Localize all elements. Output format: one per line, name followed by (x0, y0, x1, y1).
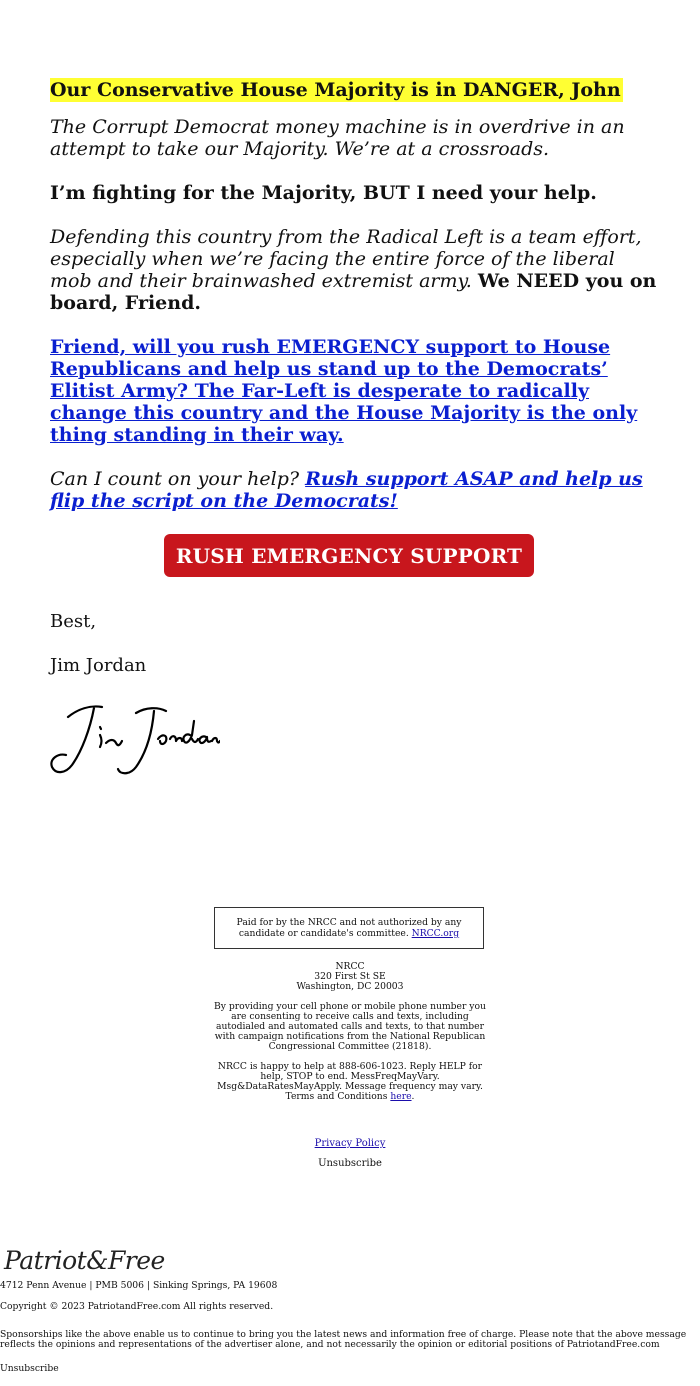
sponsorship-note: Sponsorships like the above enable us to continue to bring you the latest news and information free of charge. Please note that the above message reflects the opinions and representations of the advertiser alone, and not necessarily the opinion or editorial positions of PatriotandFree.com (0, 1329, 687, 1350)
copyright: Copyright © 2023 PatriotandFree.com All rights reserved. (0, 1301, 274, 1312)
need-you-text: We NEED you on board, Friend. (50, 270, 657, 314)
disclaimer-text: Paid for by the NRCC and not authorized by any candidate or candidate's committee. (236, 917, 462, 939)
paragraph-ask (50, 468, 658, 512)
publisher-address: 4712 Penn Avenue | PMB 5006 | Sinking Springs, PA 19608 (0, 1280, 278, 1291)
paragraph-crossroads: The Corrupt Democrat money machine is in overdrive in an attempt to take our Majority. We’re at a crossroads. (50, 116, 625, 160)
sms-consent-text: By providing your cell phone or mobile phone number you are consenting to receive calls and texts, including autodialed and automated calls and texts, to that number with campaign notifications from the National Republican Congressional Committee (21818). (214, 1001, 486, 1052)
org-name: NRCC (335, 961, 365, 972)
signer-name: Jim Jordan (50, 655, 147, 676)
help-text-block: NRCC is happy to help at 888-606-1023. Reply HELP for help, STOP to end. MessFreqMayVary. Msg&DataRatesMayApply. Message frequency may vary. Terms and Conditions here. (217, 1061, 483, 1102)
sender-footer (214, 962, 486, 1112)
closing: Best, (50, 611, 97, 632)
org-street: 320 First St SE (314, 971, 386, 982)
paragraph-fighting: I’m fighting for the Majority, BUT I need your help. (50, 182, 597, 204)
button-wrapper (50, 534, 658, 577)
patriot-and-free-logo: Patriot&Free (4, 1246, 165, 1275)
terms-link[interactable]: here (390, 1091, 412, 1102)
headline: Our Conservative House Majority is in DANGER, John (50, 79, 621, 101)
nrcc-link[interactable]: NRCC.org (411, 928, 460, 939)
signature-image (50, 699, 220, 779)
help-text: NRCC is happy to help at 888-606-1023. Reply HELP for help, STOP to end. MessFreqMayVary. Msg&DataRatesMayApply. Message frequency may vary. Terms and Conditions (217, 1061, 483, 1102)
paid-for-disclaimer (214, 907, 484, 949)
unsubscribe-link-bottom[interactable]: Unsubscribe (0, 1363, 59, 1374)
team-effort-text: Defending this country from the Radical Left is a team effort, especially when we’re facing the entire force of the liberal mob and their brainwashed extremist army. (50, 226, 642, 292)
rush-support-link[interactable]: Rush support ASAP and help us flip the script on the Democrats! (50, 468, 643, 512)
privacy-policy-link[interactable]: Privacy Policy (314, 1138, 386, 1149)
org-city: Washington, DC 20003 (296, 981, 404, 992)
emergency-support-link[interactable]: Friend, will you rush EMERGENCY support to House Republicans and help us stand up to the Democrats’ Elitist Army? The Far-Left is desperate to radically change this country and the House Majority is the only thing standing in their way. (50, 336, 638, 446)
rush-emergency-support-button[interactable]: RUSH EMERGENCY SUPPORT (164, 534, 534, 577)
unsubscribe-row (250, 1158, 450, 1169)
paragraph-cta (50, 336, 658, 446)
publisher-footer (0, 1246, 700, 1374)
unsubscribe-link-center[interactable]: Unsubscribe (318, 1158, 382, 1169)
paragraph-team-effort (50, 226, 658, 314)
privacy-row (250, 1138, 450, 1149)
sender-address (214, 962, 486, 992)
ask-text: Can I count on your help? (50, 468, 300, 490)
email-body (50, 78, 658, 779)
